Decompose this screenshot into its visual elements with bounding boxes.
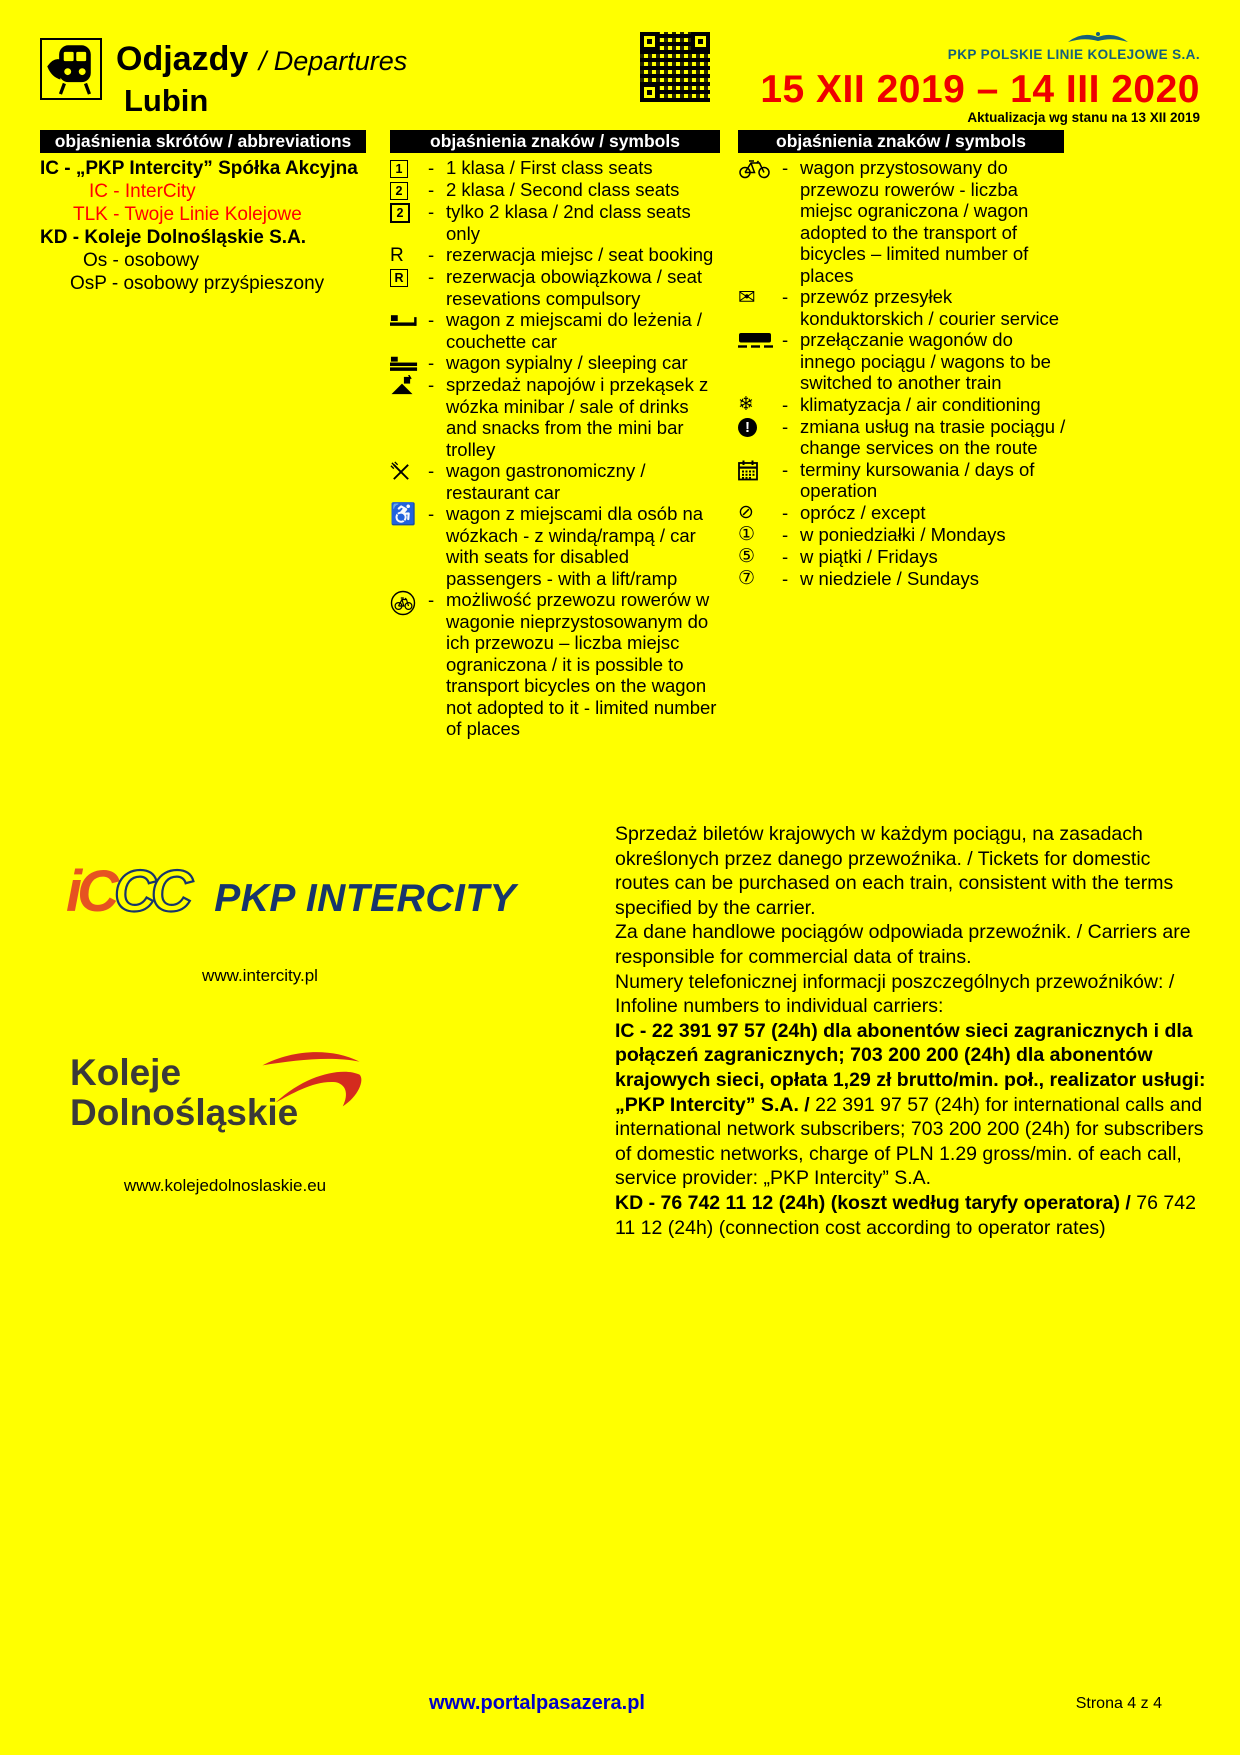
title-odjazdy: Odjazdy xyxy=(116,40,249,78)
except-icon: ⊘ xyxy=(738,502,754,523)
exclamation-circle-icon: ! xyxy=(738,416,782,438)
envelope-icon: ✉ xyxy=(738,285,756,309)
symbol-row: R - rezerwacja miejsc / seat booking xyxy=(390,244,714,266)
symbol-row: ⊘ - oprócz / except xyxy=(738,501,926,523)
kd-url[interactable]: www.kolejedolnoslaskie.eu xyxy=(123,1176,327,1195)
info-paragraph: Sprzedaż biletów krajowych w każdym pociągu, na zasadach określonych przez danego przewoźnika. / Tickets for domestic routes can be purchased on each train, consistent with the terms specified by the carrier. xyxy=(615,823,1174,919)
circled-1-icon: ① xyxy=(738,524,756,545)
abbr-item: Os - osobowy xyxy=(83,250,200,271)
symbol-row: ♿ - wagon z miejscami dla osób na wózkach - z windą/rampą / car with seats for disabled passengers - with a lift/ramp xyxy=(390,502,704,589)
bicycle-circle-icon xyxy=(390,589,428,616)
station-name: Lubin xyxy=(124,83,209,118)
pkp-plk-logo xyxy=(948,30,1200,62)
symbol-row: ❄ - klimatyzacja / air conditioning xyxy=(738,393,1041,415)
title-departures: / Departures xyxy=(258,46,408,76)
info-paragraph-ic: IC - 22 391 97 57 (24h) dla abonentów sieci zagranicznych i dla połączeń zagranicznych; 703 200 200 (24h) dla abonentów krajowych sieci, opłata 1,29 zł brutto/min. poł., realizator usługi: „PKP Intercity” S.A. / 22 391 97 57 (24h) for international calls and international network subscribers; 703 200 200 (24h) for subscribers of domestic networks, charge of PLN 1.29 gross/min. of each call, service provider: „PKP Intercity” S.A. xyxy=(615,1019,1206,1190)
page-number: Strona 4 z 4 xyxy=(1075,1695,1162,1712)
calendar-icon xyxy=(738,459,782,481)
kd-swoosh-icon xyxy=(255,1042,367,1126)
reservation-icon: R xyxy=(390,244,404,266)
circled-5-icon: ⑤ xyxy=(738,546,756,567)
couchette-car-icon xyxy=(390,309,428,331)
symbol-row: - przełączanie wagonów do innego pociągu / wagons to be switched to another train xyxy=(738,329,1070,394)
symbol-row: 1 - 1 klasa / First class seats xyxy=(390,157,722,179)
minibar-icon xyxy=(390,374,428,396)
symbol-row: 2 - 2 klasa / Second class seats xyxy=(390,179,722,201)
info-paragraph-kd: KD - 76 742 11 12 (24h) (koszt według taryfy operatora) / 76 742 11 12 (24h) (connection cost according to operator rates) xyxy=(615,1191,1196,1239)
abbr-item: OsP - osobowy przyśpieszony xyxy=(70,273,325,294)
symbols-header-2: objaśnienia znaków / symbols xyxy=(738,130,1064,153)
second-class-only-icon: 2 xyxy=(390,201,428,223)
wagon-switch-icon xyxy=(738,329,782,351)
bicycle-icon xyxy=(738,157,782,179)
plk-eagle-icon xyxy=(1066,30,1130,45)
symbol-row: - wagon z miejscami do leżenia / couchette car xyxy=(390,309,722,352)
validity-dates: 15 XII 2019 – 14 III 2020 xyxy=(760,68,1200,111)
intercity-mark-outline: CC xyxy=(114,859,188,924)
symbol-row: ⑦ - w niedziele / Sundays xyxy=(738,567,979,589)
abbr-item: IC - InterCity xyxy=(89,181,196,202)
plk-name: PKP POLSKIE LINIE KOLEJOWE S.A. xyxy=(947,47,1200,62)
symbol-row: 2 - tylko 2 klasa / 2nd class seats only xyxy=(390,201,722,244)
symbol-row: - wagon przystosowany do przewozu rowerów - liczba miejsc ograniczona / wagon adopted to the transport of bicycles – limited number of places xyxy=(738,157,1070,286)
pkp-intercity-logo xyxy=(66,858,516,925)
page-title xyxy=(116,40,407,119)
abbreviations-list xyxy=(40,157,375,295)
intercity-mark: iC xyxy=(66,859,114,924)
reservation-compulsory-icon: R xyxy=(390,266,428,288)
symbols-list-2 xyxy=(738,157,1070,590)
abbr-item: TLK - Twoje Linie Kolejowe xyxy=(73,204,302,225)
abbr-item: IC - „PKP Intercity” Spółka Akcyjna xyxy=(40,158,358,179)
portal-pasazera-url[interactable]: www.portalpasazera.pl xyxy=(429,1692,645,1714)
kd-wordmark-line2: Dolnośląskie xyxy=(70,1092,299,1133)
qr-code xyxy=(640,32,710,102)
kd-wordmark-line1: Koleje xyxy=(70,1052,182,1093)
carrier-info-text xyxy=(615,822,1209,1240)
symbol-row: ✉ - przewóz przesyłek konduktorskich / courier service xyxy=(738,285,1060,329)
symbols-list-1 xyxy=(390,157,722,740)
symbol-row: ! - zmiana usług na trasie pociągu / change services on the route xyxy=(738,416,1070,459)
abbr-item: KD - Koleje Dolnośląskie S.A. xyxy=(40,227,307,248)
abbreviations-header: objaśnienia skrótów / abbreviations xyxy=(40,130,366,153)
symbol-row: R - rezerwacja obowiązkowa / seat resevations compulsory xyxy=(390,266,722,309)
wheelchair-icon: ♿ xyxy=(390,502,417,526)
info-paragraph: Numery telefonicznej informacji poszczególnych przewoźników: / Infoline numbers to individual carriers: xyxy=(615,970,1175,1018)
symbol-row: - terminy kursowania / days of operation xyxy=(738,459,1070,502)
update-note: Aktualizacja wg stanu na 13 XII 2019 xyxy=(967,110,1200,125)
symbol-row: - możliwość przewozu rowerów w wagonie nieprzystosowanym do ich przewozu – liczba miejsc ograniczona / it is possible to transport bicycles on the wagon not adopted to it - limited number of places xyxy=(390,589,722,740)
intercity-url[interactable]: www.intercity.pl xyxy=(202,966,318,985)
symbol-row: ① - w poniedziałki / Mondays xyxy=(738,523,1006,545)
symbol-row: - sprzedaż napojów i przekąsek z wózka minibar / sale of drinks and snacks from the mini bar trolley xyxy=(390,374,722,460)
symbol-row: - wagon gastronomiczny / restaurant car xyxy=(390,460,722,503)
sleeping-car-icon xyxy=(390,352,428,374)
snowflake-icon: ❄ xyxy=(738,394,754,415)
second-class-icon: 2 xyxy=(390,179,428,201)
symbols-header-1: objaśnienia znaków / symbols xyxy=(390,130,720,153)
circled-7-icon: ⑦ xyxy=(738,568,756,589)
symbol-row: - wagon sypialny / sleeping car xyxy=(390,352,722,374)
train-icon xyxy=(40,38,102,100)
info-paragraph: Za dane handlowe pociągów odpowiada przewoźnik. / Carriers are responsible for commercial data of trains. xyxy=(615,921,1191,968)
restaurant-car-icon xyxy=(390,460,428,482)
symbol-row: ⑤ - w piątki / Fridays xyxy=(738,545,938,567)
first-class-icon: 1 xyxy=(390,157,428,179)
intercity-wordmark: PKP INTERCITY xyxy=(214,877,517,920)
